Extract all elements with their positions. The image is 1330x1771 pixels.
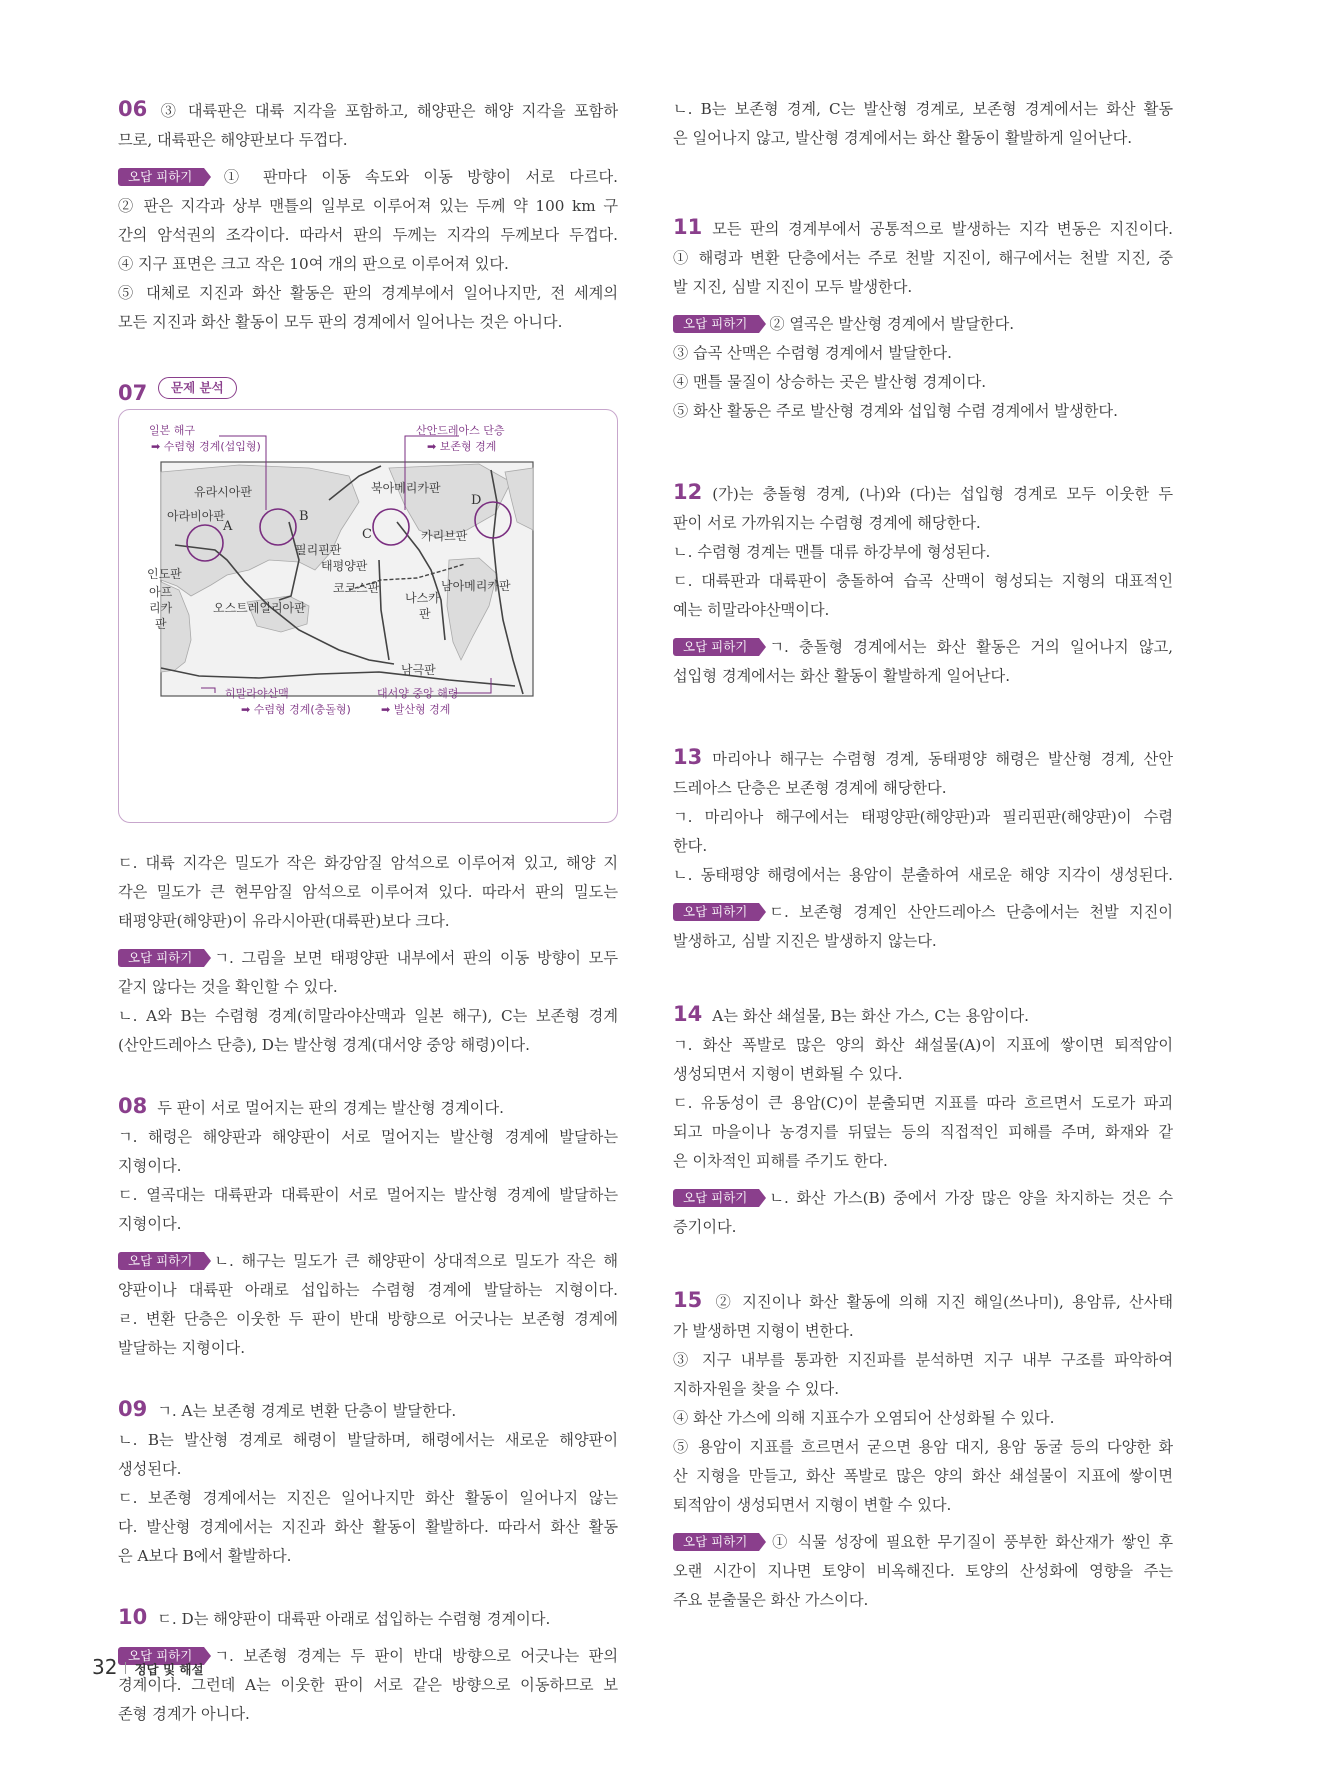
avoid-wrong-badge: 오답 피하기 [673, 903, 759, 921]
label-african-plate: 리카 [149, 601, 173, 615]
label-north-american-plate: 북아메리카판 [371, 481, 441, 495]
question-number: 09 [118, 1397, 148, 1421]
mark-b: B [299, 509, 309, 524]
footer-title: 정답 및 해설 [134, 1662, 204, 1677]
avoid-wrong-badge: 오답 피하기 [673, 638, 759, 656]
label-pacific-plate: 태평양판 [321, 559, 368, 573]
avoid-wrong-badge: 오답 피하기 [118, 1647, 204, 1665]
label-arabian-plate: 아라비아판 [167, 509, 225, 523]
answer-10: 10 ㄷ. D는 해양판이 대륙판 아래로 섭입하는 수렴형 경계이다. 오답 피하기 ㄱ. 보존형 경계는 두 판이 반대 방향으로 어긋나는 판의 경계이다. 그런데 A는 이웃한 판이 서로 같은 방향으로 이동하므로 보 존형 경계가 아니다. [118, 1605, 618, 1723]
question-number: 07 [118, 381, 148, 405]
answer-07: 07 문제 분석 일본 해구 ➡ 수렴형 경계(섭입형) 산안드레아스 단층 ➡ 보존형 경계 히말라야산맥 ➡ 수렴형 경계(충돌형) 대서양 중앙 해령 ➡ 발산형 경계 유라시아판 아라비아판 북아메리카판 카리브판 필리핀판 태평양판 코코스판 인도판 아프 리카 판 오스트레일리아판 나스카 판 남아메리카판 남극판 A B C D ㄷ. 대륙 지각은 밀도가 작은 화강암질 암석으로 이루어져 있고, 해양 지 각은 밀도가 큰 현무암질 암석으로 이루어져 있다. 따라서 판의 밀도는 태평양판(해양판)이 유라시아판(대륙판)보다 크다. 오답 피하기 ㄱ. 그림을 보면 태평양판 내부에서 판의 이동 방향이 모두 같지 않다는 것을 확인할 수 있다. ㄴ. A와 B는 수렴형 경계(히말라야산맥과 일본 해구), C는 보존형 경계 (산안드레아스 단층), D는 발산형 경계(대서양 중앙 해령)이다. [118, 379, 618, 1060]
label-australian-plate: 오스트레일리아판 [213, 601, 306, 615]
label-indian-plate: 인도판 [147, 567, 182, 581]
mark-a: A [223, 519, 233, 534]
callout-japan-trench-type: ➡ 수렴형 경계(섭입형) [151, 440, 261, 453]
label-philippine-plate: 필리핀판 [295, 543, 342, 557]
answer-11: 11 모든 판의 경계부에서 공통적으로 발생하는 지각 변동은 지진이다. ① 해령과 변환 단층에서는 주로 천발 지진이, 해구에서는 천발 지진, 중 발 지진, 심발 지진이 모두 발생한다. 오답 피하기 ② 열곡은 발산형 경계에서 발달한다. ③ 습곡 산맥은 수렴형 경계에서 발달한다. ④ 맨틀 물질이 상승하는 곳은 발산형 경계이다. ⑤ 화산 활동은 주로 발산형 경계와 섭입형 수렴 경계에서 발생한다. [673, 215, 1173, 420]
callout-himalaya-type: ➡ 수렴형 경계(충돌형) [241, 703, 351, 716]
page-number: 32 [92, 1655, 118, 1679]
problem-analysis-tag: 문제 분석 [158, 377, 237, 399]
label-african-plate: 판 [155, 617, 167, 631]
avoid-wrong-badge: 오답 피하기 [673, 315, 759, 333]
plate-map-figure [118, 409, 618, 823]
label-nazca-plate: 판 [419, 607, 431, 621]
avoid-wrong-badge: 오답 피하기 [118, 168, 204, 186]
callout-san-andreas: 산안드레아스 단층 [416, 424, 505, 437]
avoid-wrong-badge: 오답 피하기 [118, 1252, 204, 1270]
footer-divider [125, 1662, 126, 1674]
answer-13: 13 마리아나 해구는 수렴형 경계, 동태평양 해령은 발산형 경계, 산안 드레아스 단층은 보존형 경계에 해당한다. ㄱ. 마리아나 해구에서는 태평양판(해양판)과 필리핀판(해양판)이 수렴 한다. ㄴ. 동태평양 해령에서는 용암이 분출하여 새로운 해양 지각이 생성된다. 오답 피하기 ㄷ. 보존형 경계인 산안드레아스 단층에서는 천발 지진이 발생하고, 심발 지진은 발생하지 않는다. [673, 745, 1173, 950]
label-eurasian-plate: 유라시아판 [194, 485, 252, 499]
answer-06: 06 ③ 대륙판은 대륙 지각을 포함하고, 해양판은 해양 지각을 포함하 므로, 대륙판은 해양판보다 두껍다. 오답 피하기 ① 판마다 이동 속도와 이동 방향이 서로 다르다. ② 판은 지각과 상부 맨틀의 일부로 이루어져 있는 두께 약 100 km 구 간의 암석권의 조각이다. 따라서 판의 두께는 지각의 두께보다 두껍다. ④ 지구 표면은 크고 작은 10여 개의 판으로 이루어져 있다. ⑤ 대체로 지진과 화산 활동은 판의 경계부에서 일어나지만, 전 세계의 모든 지진과 화산 활동이 모두 판의 경계에서 일어나는 것은 아니다. [118, 97, 618, 331]
question-number: 13 [673, 745, 703, 769]
mark-c: C [362, 527, 372, 542]
label-antarctic-plate: 남극판 [401, 663, 436, 677]
label-nazca-plate: 나스카 [405, 591, 440, 605]
answer-08: 08 두 판이 서로 멀어지는 판의 경계는 발산형 경계이다. ㄱ. 해령은 해양판과 해양판이 서로 멀어지는 발산형 경계에 발달하는 지형이다. ㄷ. 열곡대는 대륙판과 대륙판이 서로 멀어지는 발산형 경계에 발달하는 지형이다. 오답 피하기 ㄴ. 해구는 밀도가 큰 해양판이 상대적으로 밀도가 작은 해 양판이나 대륙판 아래로 섭입하는 수렴형 경계에 발달하는 지형이다. ㄹ. 변환 단층은 이웃한 두 판이 반대 방향으로 어긋나는 보존형 경계에 발달하는 지형이다. [118, 1094, 618, 1357]
callout-san-andreas-type: ➡ 보존형 경계 [427, 440, 497, 453]
avoid-wrong-badge: 오답 피하기 [673, 1189, 759, 1207]
question-number: 08 [118, 1094, 148, 1118]
question-number: 11 [673, 215, 703, 239]
label-south-american-plate: 남아메리카판 [441, 579, 511, 593]
question-number: 10 [118, 1605, 148, 1629]
answer-15: 15 ② 지진이나 화산 활동에 의해 지진 해일(쓰나미), 용암류, 산사태 가 발생하면 지형이 변한다. ③ 지구 내부를 통과한 지진파를 분석하면 지구 내부 구조를 파악하여 지하자원을 찾을 수 있다. ④ 화산 가스에 의해 지표수가 오염되어 산성화될 수 있다. ⑤ 용암이 지표를 흐르면서 굳으면 용암 대지, 용암 동굴 등의 다양한 화 산 지형을 만들고, 화산 폭발로 많은 양의 화산 쇄설물이 지표에 쌓이면 퇴적암이 생성되면서 지형이 변할 수 있다. 오답 피하기 ① 식물 성장에 필요한 무기질이 풍부한 화산재가 쌓인 후 오랜 시간이 지나면 토양이 비옥해진다. 토양의 산성화에 영향을 주는 주요 분출물은 화산 가스이다. [673, 1288, 1173, 1609]
question-number: 12 [673, 480, 703, 504]
answer-09: 09 ㄱ. A는 보존형 경계로 변환 단층이 발달한다. ㄴ. B는 발산형 경계로 해령이 발달하며, 해령에서는 새로운 해양판이 생성된다. ㄷ. 보존형 경계에서는 지진은 일어나지만 화산 활동이 일어나지 않는 다. 발산형 경계에서는 지진과 화산 활동이 활발하다. 따라서 화산 활동 은 A보다 B에서 활발하다. [118, 1397, 618, 1565]
callout-mid-atlantic-type: ➡ 발산형 경계 [381, 703, 451, 716]
question-number: 15 [673, 1288, 703, 1312]
callout-mid-atlantic: 대서양 중앙 해령 [377, 687, 459, 700]
callout-japan-trench: 일본 해구 [149, 424, 196, 437]
left-column [118, 95, 618, 1761]
plate-map-svg [119, 410, 616, 820]
question-number: 06 [118, 97, 148, 121]
label-cocos-plate: 코코스판 [333, 581, 380, 595]
avoid-wrong-badge: 오답 피하기 [118, 949, 204, 967]
answer-12: 12 (가)는 충돌형 경계, (나)와 (다)는 섭입형 경계로 모두 이웃한 두 판이 서로 가까워지는 수렴형 경계에 해당한다. ㄴ. 수렴형 경계는 맨틀 대류 하강부에 형성된다. ㄷ. 대륙판과 대륙판이 충돌하여 습곡 산맥이 형성되는 지형의 대표적인 예는 히말라야산맥이다. 오답 피하기 ㄱ. 충돌형 경계에서는 화산 활동은 거의 일어나지 않고, 섭입형 경계에서는 화산 활동이 활발하게 일어난다. [673, 480, 1173, 685]
callout-himalaya: 히말라야산맥 [225, 687, 289, 700]
label-african-plate: 아프 [149, 585, 173, 599]
label-caribbean-plate: 카리브판 [421, 529, 468, 543]
question-number: 14 [673, 1002, 703, 1026]
answer-14: 14 A는 화산 쇄설물, B는 화산 가스, C는 용암이다. ㄱ. 화산 폭발로 많은 양의 화산 쇄설물(A)이 지표에 쌓이면 퇴적암이 생성되면서 지형이 변화될 수 있다. ㄷ. 유동성이 큰 용암(C)이 분출되면 지표를 따라 흐르면서 도로가 파괴 되고 마을이나 농경지를 뒤덮는 등의 직접적인 피해를 주며, 화재와 같 은 이차적인 피해를 주기도 한다. 오답 피하기 ㄴ. 화산 가스(B) 중에서 가장 많은 양을 차지하는 것은 수 증기이다. [673, 1002, 1173, 1236]
avoid-wrong-badge: 오답 피하기 [673, 1533, 759, 1551]
answer-10-continued: ㄴ. B는 보존형 경계, C는 발산형 경계로, 보존형 경계에서는 화산 활동 은 일어나지 않고, 발산형 경계에서는 화산 활동이 활발하게 일어난다. [673, 100, 1173, 147]
page-footer [92, 1655, 204, 1679]
right-column [673, 95, 1173, 1647]
mark-d: D [471, 493, 482, 508]
